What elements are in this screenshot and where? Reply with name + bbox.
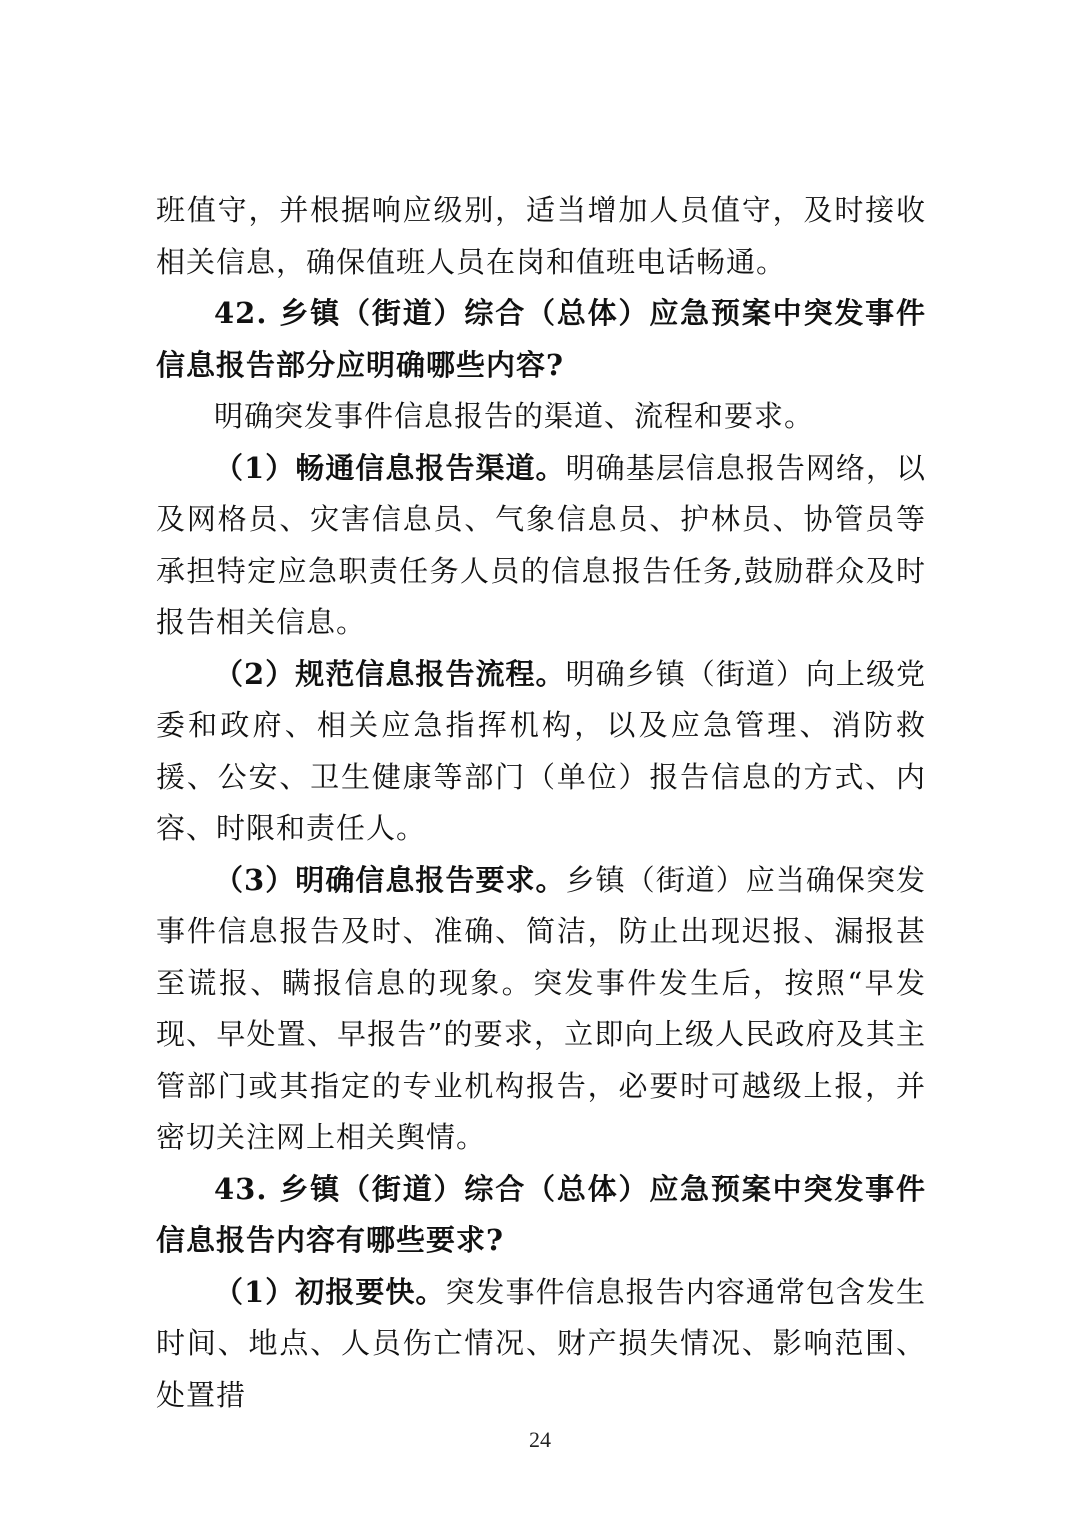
item-text: 乡镇（街道）应当确保突发事件信息报告及时、准确、简洁，防止出现迟报、漏报甚至谎报、瞒报信息的现象。突发事件发生后，按照“早发现、早处置、早报告”的要求，立即向上级人民政府及其主管部门或其指定的专业机构报告，必要时可越级上报，并密切关注网上相关舆情。 [156, 862, 926, 1154]
question-43-heading [156, 1164, 926, 1267]
answer-42-item-2 [156, 649, 926, 855]
item-text: 突发事件信息报告内容通常包含发生时间、地点、人员伤亡情况、财产损失情况、影响范围、处置措 [156, 1274, 926, 1412]
paragraph-text: 明确突发事件信息报告的渠道、流程和要求。 [214, 399, 815, 433]
item-text: 明确基层信息报告网络，以及网格员、灾害信息员、气象信息员、护林员、协管员等承担特定应急职责任务人员的信息报告任务,鼓励群众及时报告相关信息。 [156, 450, 926, 639]
answer-42-intro [156, 391, 926, 443]
item-lead: （2）规范信息报告流程。 [214, 656, 566, 691]
item-text: 明确乡镇（街道）向上级党委和政府、相关应急指挥机构，以及应急管理、消防救援、公安、卫生健康等部门（单位）报告信息的方式、内容、时限和责任人。 [156, 656, 926, 845]
item-lead: （3）明确信息报告要求。 [214, 862, 566, 897]
answer-43-item-1 [156, 1267, 926, 1422]
heading-text: 43. 乡镇（街道）综合（总体）应急预案中突发事件信息报告内容有哪些要求? [156, 1171, 926, 1257]
paragraph-continuation [156, 185, 926, 288]
page-number: 24 [529, 1427, 551, 1452]
question-42-heading [156, 288, 926, 391]
paragraph-text: 班值守，并根据响应级别，适当增加人员值守，及时接收相关信息，确保值班人员在岗和值班电话畅通。 [156, 193, 926, 279]
answer-42-item-3 [156, 855, 926, 1164]
item-lead: （1）畅通信息报告渠道。 [214, 450, 566, 485]
heading-text: 42. 乡镇（街道）综合（总体）应急预案中突发事件信息报告部分应明确哪些内容? [156, 296, 926, 382]
page-content [156, 185, 926, 1421]
item-lead: （1）初报要快。 [214, 1274, 446, 1309]
answer-42-item-1 [156, 443, 926, 649]
